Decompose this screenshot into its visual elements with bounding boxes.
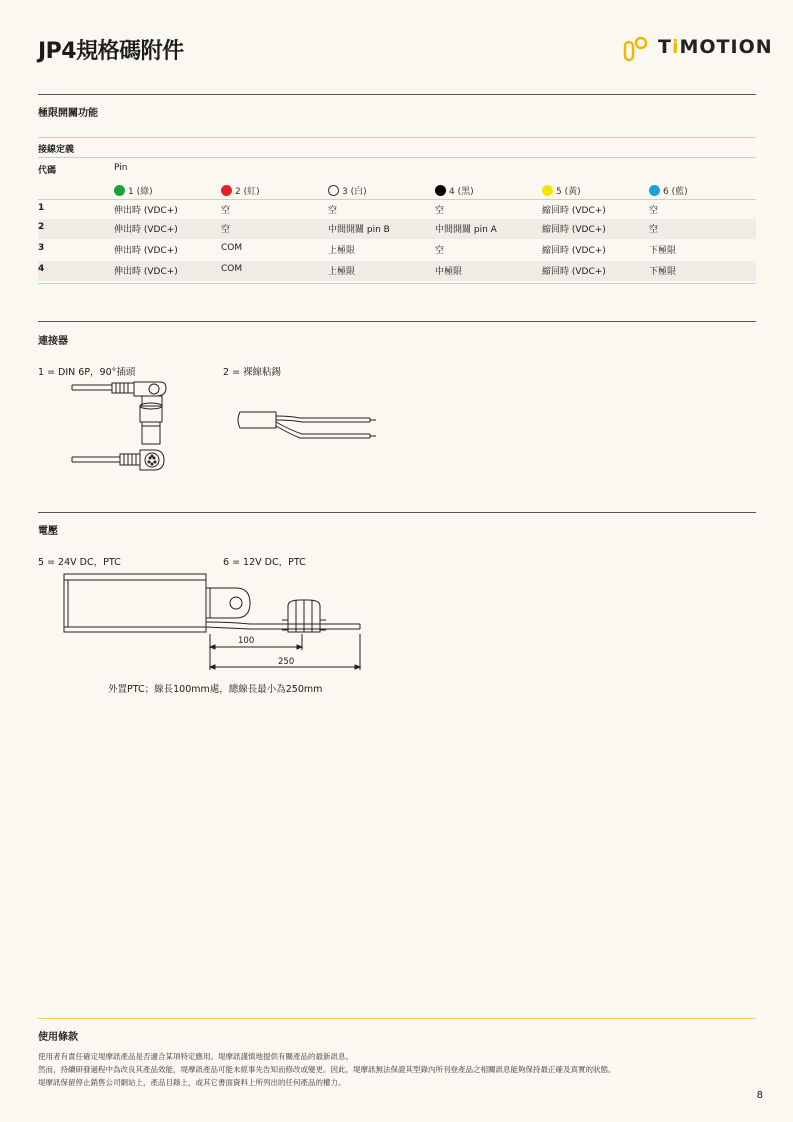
table-cell: 空 xyxy=(435,206,445,216)
pin-header-5 xyxy=(542,184,581,197)
pin-color-dot-icon xyxy=(542,185,553,196)
logo-mark-icon xyxy=(622,34,656,64)
table-bottom-divider xyxy=(38,283,756,284)
brand-logo xyxy=(622,34,773,64)
table-header-divider xyxy=(38,157,756,158)
bare-wire-drawing xyxy=(230,408,380,444)
table-cell: 上極限 xyxy=(328,246,356,256)
connector-option-2: 2 = 裸線粘錫 xyxy=(223,367,282,378)
voltage-section-title: 電壓 xyxy=(38,526,58,537)
table-cell: COM xyxy=(221,264,243,274)
pin-header-1 xyxy=(114,184,153,197)
wiring-title: 接線定義 xyxy=(38,145,75,155)
table-cell: 縮回時 (VDC+) xyxy=(542,267,606,277)
voltage-option-5: 5 = 24V DC，PTC xyxy=(38,557,121,568)
table-cell: 空 xyxy=(649,206,659,216)
table-cell: COM xyxy=(221,243,243,253)
table-row-code: 1 xyxy=(38,203,45,213)
table-cell: 空 xyxy=(435,246,445,256)
dimension-250: 250 xyxy=(278,657,295,667)
page-number: 8 xyxy=(756,1090,763,1101)
connector-section-title: 連接器 xyxy=(38,336,68,347)
ptc-cable-drawing xyxy=(60,572,370,672)
pin-label: 4 (黑) xyxy=(449,187,474,197)
dimension-100: 100 xyxy=(238,636,255,646)
wiring-divider xyxy=(38,137,756,138)
table-cell: 縮回時 (VDC+) xyxy=(542,206,606,216)
table-cell: 伸出時 (VDC+) xyxy=(114,225,178,235)
table-cell: 空 xyxy=(328,206,338,216)
din-plug-drawing xyxy=(70,378,180,478)
pin-header-4 xyxy=(435,184,474,197)
pin-header-2 xyxy=(221,184,260,197)
table-cell: 縮回時 (VDC+) xyxy=(542,246,606,256)
table-cell: 中間開關 pin B xyxy=(328,225,390,235)
page-title: JP4規格碼附件 xyxy=(38,39,184,64)
table-cell: 中極限 xyxy=(435,267,463,277)
table-cell: 伸出時 (VDC+) xyxy=(114,246,178,256)
pin-label: 2 (紅) xyxy=(235,187,260,197)
table-row-code: 3 xyxy=(38,243,45,253)
brand-wordmark-i: i xyxy=(671,36,680,58)
table-cell: 空 xyxy=(221,225,231,235)
brand-wordmark xyxy=(658,36,773,58)
table-cell: 空 xyxy=(649,225,659,235)
brand-wordmark-suffix: MOTION xyxy=(679,36,773,58)
pin-row-divider xyxy=(38,199,756,200)
terms-divider xyxy=(38,1018,756,1019)
connector-option-1: 1 = DIN 6P，90°插頭 xyxy=(38,367,136,378)
table-cell: 下極限 xyxy=(649,267,677,277)
table-cell: 空 xyxy=(221,206,231,216)
section-divider xyxy=(38,512,756,513)
table-cell: 中間開關 pin A xyxy=(435,225,497,235)
voltage-option-6: 6 = 12V DC，PTC xyxy=(223,557,306,568)
pin-color-dot-icon xyxy=(649,185,660,196)
table-cell: 下極限 xyxy=(649,246,677,256)
pin-header: Pin xyxy=(114,163,128,173)
table-cell: 縮回時 (VDC+) xyxy=(542,225,606,235)
section-divider xyxy=(38,321,756,322)
pin-label: 3 (白) xyxy=(342,187,367,197)
section-divider xyxy=(38,94,756,95)
table-cell: 伸出時 (VDC+) xyxy=(114,267,178,277)
pin-label: 6 (藍) xyxy=(663,187,688,197)
pin-label: 5 (黃) xyxy=(556,187,581,197)
pin-color-dot-icon xyxy=(221,185,232,196)
ptc-caption: 外置PTC；線長100mm處，總線長最小為250mm xyxy=(108,684,323,695)
code-header: 代碼 xyxy=(38,166,57,176)
pin-label: 1 (綠) xyxy=(128,187,153,197)
terms-line-3: 堤摩訊保留停止銷售公司網站上，產品目錄上，或其它書面資料上所列出的任何產品的權力。 xyxy=(38,1078,346,1087)
table-row-code: 4 xyxy=(38,264,45,274)
pin-color-dot-icon xyxy=(435,185,446,196)
terms-line-2: 然而，持續研發過程中為改良其產品效能，堤摩訊產品可能未經事先告知而修改或變更。因此，堤摩訊無法保證其型錄內所刊登產品之相關訊息能夠保持最正確及真實的狀態。 xyxy=(38,1065,616,1074)
pin-header-3 xyxy=(328,184,367,197)
table-cell: 伸出時 (VDC+) xyxy=(114,206,178,216)
table-row-code: 2 xyxy=(38,222,45,232)
pin-color-dot-icon xyxy=(328,185,339,196)
brand-wordmark-prefix: T xyxy=(658,36,672,58)
pin-color-dot-icon xyxy=(114,185,125,196)
pin-header-6 xyxy=(649,184,688,197)
terms-title: 使用條款 xyxy=(38,1032,78,1043)
limit-section-title: 極限開關功能 xyxy=(38,108,98,119)
table-cell: 上極限 xyxy=(328,267,356,277)
terms-line-1: 使用者有責任確定堤摩訊產品是否適合某項特定應用。堤摩訊謹慎地提供有關產品的最新訊息。 xyxy=(38,1052,353,1061)
